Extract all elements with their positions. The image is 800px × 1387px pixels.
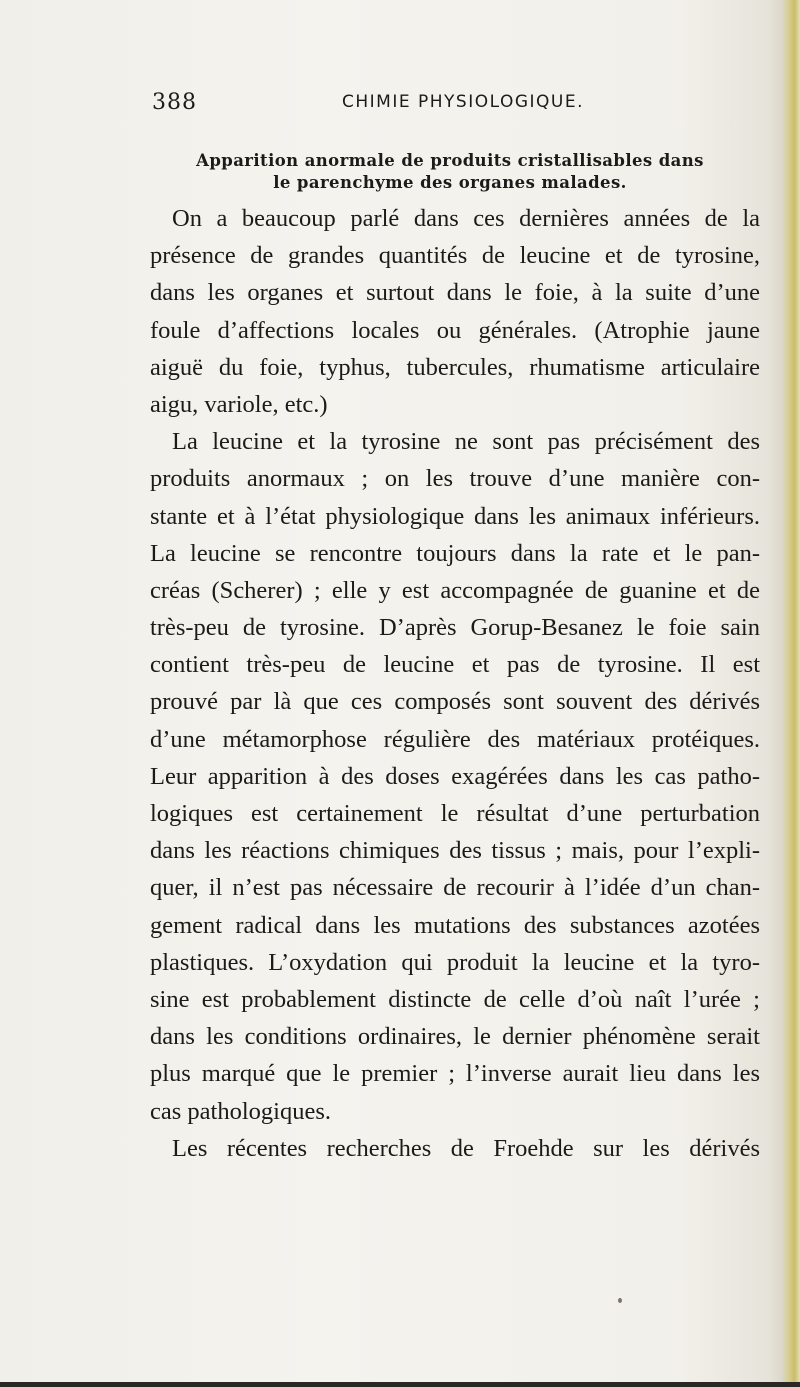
paragraph-line: On a beaucoup parlé dans ces dernières années de la bbox=[172, 205, 760, 232]
paragraph-line: dans les conditions ordinaires, le dernier phénomène serait bbox=[150, 1023, 760, 1051]
body-text bbox=[150, 200, 760, 1167]
paragraph-line: logiques est certainement le résultat d’une perturbation bbox=[150, 800, 760, 827]
paragraph-line: stante et à l’état physiologique dans les animaux inférieurs. bbox=[150, 502, 760, 530]
paragraph-line: La leucine se rencontre toujours dans la rate et le pan- bbox=[150, 539, 760, 567]
page-number: 388 bbox=[152, 90, 197, 115]
paragraph-line: prouvé par là que ces composés sont souvent des dérivés bbox=[150, 688, 760, 716]
paragraph-line: produits anormaux ; on les trouve d’une manière con- bbox=[150, 465, 760, 493]
page-edge-bottom bbox=[0, 1382, 800, 1387]
paragraph-line: d’une métamorphose régulière des matériaux protéiques. bbox=[150, 725, 760, 753]
paragraph-line: dans les réactions chimiques des tissus ; mais, pour l’expli- bbox=[150, 837, 760, 865]
paragraph-line: sine est probablement distincte de celle d’où naît l’urée ; bbox=[150, 985, 760, 1013]
paragraph-line: créas (Scherer) ; elle y est accompagnée de guanine et de bbox=[150, 576, 760, 604]
section-heading-line: Apparition anormale de produits cristallisables dans bbox=[196, 151, 704, 170]
paragraph-line: gement radical dans les mutations des substances azotées bbox=[150, 911, 760, 939]
ink-speck bbox=[618, 1298, 622, 1303]
paragraph-line: plus marqué que le premier ; l’inverse aurait lieu dans les bbox=[150, 1060, 760, 1088]
page-edge-right bbox=[782, 0, 800, 1387]
paragraph-line: foule d’affections locales ou générales. (Atrophie jaune bbox=[150, 316, 760, 344]
paragraph-line: Les récentes recherches de Froehde sur les dérivés bbox=[172, 1134, 760, 1162]
paragraph-line: contient très-peu de leucine et pas de tyrosine. Il est bbox=[150, 651, 760, 679]
paragraph-line: quer, il n’est pas nécessaire de recourir à l’idée d’un chan- bbox=[150, 874, 760, 902]
paragraph-line: Leur apparition à des doses exagérées dans les cas patho- bbox=[150, 762, 760, 790]
running-title: CHIMIE PHYSIOLOGIQUE. bbox=[342, 92, 584, 112]
paragraph-line: plastiques. L’oxydation qui produit la leucine et la tyro- bbox=[150, 948, 760, 976]
paragraph-line: aiguë du foie, typhus, tubercules, rhumatisme articulaire bbox=[150, 353, 760, 381]
paragraph-line: présence de grandes quantités de leucine et de tyrosine, bbox=[150, 242, 760, 270]
running-head bbox=[152, 88, 752, 118]
paragraph-line: aigu, variole, etc.) bbox=[150, 390, 328, 418]
section-heading-line: le parenchyme des organes malades. bbox=[273, 173, 627, 192]
paragraph-line: très-peu de tyrosine. D’après Gorup-Besanez le foie sain bbox=[150, 614, 760, 642]
section-heading bbox=[150, 150, 750, 194]
paragraph-line: La leucine et la tyrosine ne sont pas précisément des bbox=[172, 428, 760, 456]
paragraph-line: cas pathologiques. bbox=[150, 1097, 331, 1125]
paragraph-line: dans les organes et surtout dans le foie, à la suite d’une bbox=[150, 279, 760, 307]
